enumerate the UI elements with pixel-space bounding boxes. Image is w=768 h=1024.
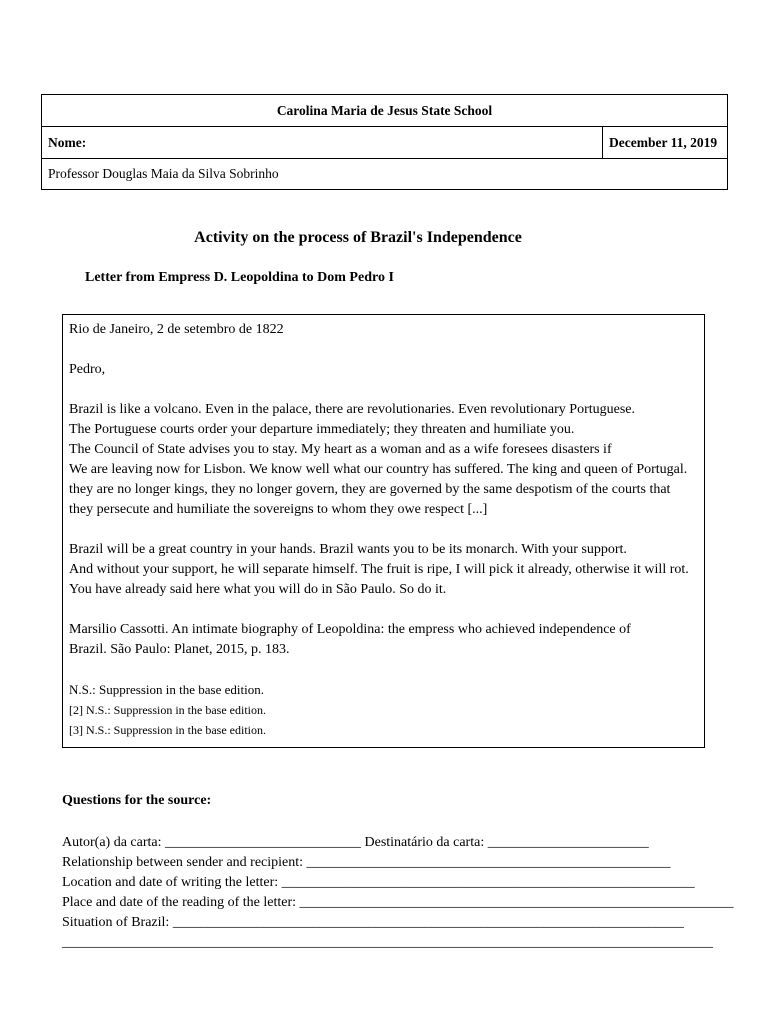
question-line[interactable]: Location and date of writing the letter: ___________________________________________________________ xyxy=(62,875,695,890)
activity-title: Activity on the process of Brazil's Independence xyxy=(194,229,522,246)
name-label: Nome: xyxy=(42,127,603,159)
questions-title: Questions for the source: xyxy=(62,793,212,808)
letter-para1-line: they are no longer kings, they no longer govern, they are governed by the same despotism of the courts that xyxy=(69,482,671,497)
school-name: Carolina Maria de Jesus State School xyxy=(42,95,728,127)
question-line[interactable]: Autor(a) da carta: ____________________________ Destinatário da carta: _______________________ xyxy=(62,835,649,850)
letter-para1-line: The Council of State advises you to stay. My heart as a woman and as a wife foresees disasters if xyxy=(69,442,612,457)
letter-para2-line: And without your support, he will separate himself. The fruit is ripe, I will pick it already, otherwise it will rot. xyxy=(69,562,689,577)
question-line[interactable]: Relationship between sender and recipient: ____________________________________________________ xyxy=(62,855,671,870)
letter-title: Letter from Empress D. Leopoldina to Dom Pedro I xyxy=(85,270,394,285)
letter-para2-line: Brazil will be a great country in your hands. Brazil wants you to be its monarch. With your support. xyxy=(69,542,627,557)
header-row-school xyxy=(42,95,728,127)
letter-text xyxy=(69,320,759,740)
citation-line: Marsilio Cassotti. An intimate biography of Leopoldina: the empress who achieved independence of xyxy=(69,622,631,637)
professor-name: Professor Douglas Maia da Silva Sobrinho xyxy=(42,159,728,190)
letter-para2-line: You have already said here what you will do in São Paulo. So do it. xyxy=(69,582,447,597)
letter-para1-line: they persecute and humiliate the sovereigns to whom they owe respect [...] xyxy=(69,502,488,517)
letter-place-date: Rio de Janeiro, 2 de setembro de 1822 xyxy=(69,322,284,337)
letter-para1-line: The Portuguese courts order your departure immediately; they threaten and humiliate you. xyxy=(69,422,575,437)
letter-greeting: Pedro, xyxy=(69,362,106,377)
header-table xyxy=(41,94,728,190)
header-row-professor xyxy=(42,159,728,190)
footnote: [3] N.S.: Suppression in the base edition. xyxy=(69,723,266,737)
letter-para1-line: Brazil is like a volcano. Even in the palace, there are revolutionaries. Even revolutionary Portuguese. xyxy=(69,402,636,417)
question-line[interactable]: Place and date of the reading of the letter: ______________________________________________________________ xyxy=(62,895,734,910)
letter-para1-line: We are leaving now for Lisbon. We know well what our country has suffered. The king and queen of Portugal. xyxy=(69,462,688,477)
header-row-name xyxy=(42,127,728,159)
question-line[interactable]: Situation of Brazil: _________________________________________________________________________ xyxy=(62,915,684,930)
footnote: N.S.: Suppression in the base edition. xyxy=(69,682,264,697)
footnote: [2] N.S.: Suppression in the base edition. xyxy=(69,703,266,717)
citation-line: Brazil. São Paulo: Planet, 2015, p. 183. xyxy=(69,642,290,657)
document-date: December 11, 2019 xyxy=(603,127,728,159)
question-line[interactable]: _____________________________________________________________________________________________ xyxy=(62,935,713,950)
questions-list xyxy=(62,833,734,953)
